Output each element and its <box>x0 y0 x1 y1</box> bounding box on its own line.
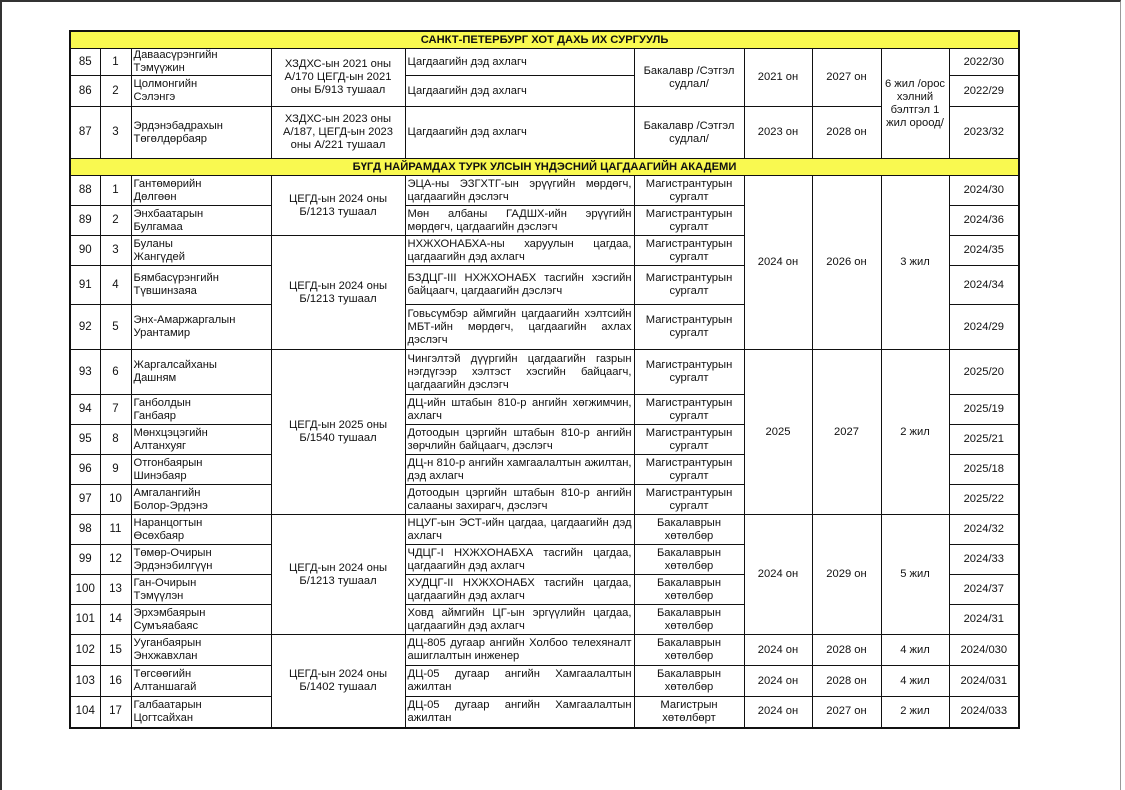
position-cell: Мөн албаны ГАДШХ-ийн эрүүгийн мөрдөгч, цагдаагийн дэслэгч <box>405 206 634 236</box>
order-number: 2024/32 <box>949 515 1019 545</box>
sub-number: 2 <box>100 206 131 236</box>
degree-cell: Бакалаврын хөтөлбөр <box>634 575 744 605</box>
position-cell: Чингэлтэй дүүргийн цагдаагийн газрын нэгдүгээр хэлтэст хэсгийн байцаагч, цагдаагийн дэслэгч <box>405 350 634 395</box>
student-name: Отгонбаярын Шинэбаяр <box>131 455 271 485</box>
sub-number: 2 <box>100 76 131 107</box>
student-name: Ганболдын Ганбаяр <box>131 395 271 425</box>
duration-cell: 3 жил <box>881 176 949 350</box>
row-number: 102 <box>70 635 100 666</box>
sub-number: 1 <box>100 49 131 76</box>
student-name: Бямбасүрэнгийн Түвшинзаяа <box>131 266 271 305</box>
student-name: Энхбаатарын Булгамаа <box>131 206 271 236</box>
section-title: БҮГД НАЙРАМДАХ ТУРК УЛСЫН ҮНДЭСНИЙ ЦАГДААГИЙН АКАДЕМИ <box>70 159 1019 176</box>
table-row <box>70 666 1019 697</box>
start-year: 2021 он <box>744 49 812 107</box>
table-row <box>70 635 1019 666</box>
sub-number: 14 <box>100 605 131 635</box>
order-number: 2022/29 <box>949 76 1019 107</box>
position-cell: ДЦ-05 дугаар ангийн Хамгаалалтын ажилтан <box>405 666 634 697</box>
duration-cell: 2 жил <box>881 350 949 515</box>
row-number: 86 <box>70 76 100 107</box>
row-number: 94 <box>70 395 100 425</box>
decree-cell: ЦЕГД-ын 2024 оны Б/1213 тушаал <box>271 176 405 236</box>
order-number: 2024/30 <box>949 176 1019 206</box>
row-number: 89 <box>70 206 100 236</box>
student-name: Төгсөөгийн Алтаншагай <box>131 666 271 697</box>
table-row <box>70 350 1019 395</box>
order-number: 2024/29 <box>949 305 1019 350</box>
row-number: 87 <box>70 107 100 159</box>
degree-cell: Магистрантурын сургалт <box>634 395 744 425</box>
sub-number: 13 <box>100 575 131 605</box>
sub-number: 11 <box>100 515 131 545</box>
section-header-turkey <box>70 159 1019 176</box>
sub-number: 8 <box>100 425 131 455</box>
degree-cell: Магистрантурын сургалт <box>634 266 744 305</box>
degree-cell: Магистрантурын сургалт <box>634 305 744 350</box>
order-number: 2025/20 <box>949 350 1019 395</box>
position-cell: ДЦ-ийн штабын 810-р ангийн хөгжимчин, ахлагч <box>405 395 634 425</box>
row-number: 101 <box>70 605 100 635</box>
position-cell: НЦУГ-ын ЭСТ-ийн цагдаа, цагдаагийн дэд ахлагч <box>405 515 634 545</box>
degree-cell: Магистрантурын сургалт <box>634 176 744 206</box>
student-name: Наранцогтын Өсөхбаяр <box>131 515 271 545</box>
order-number: 2024/31 <box>949 605 1019 635</box>
order-number: 2022/30 <box>949 49 1019 76</box>
position-cell: ЭЦА-ны ЭЗГХТГ-ын эрүүгийн мөрдөгч, цагдаагийн дэслэгч <box>405 176 634 206</box>
row-number: 92 <box>70 305 100 350</box>
sub-number: 5 <box>100 305 131 350</box>
decree-cell: ЦЕГД-ын 2024 оны Б/1402 тушаал <box>271 635 405 728</box>
degree-cell: Магистрантурын сургалт <box>634 485 744 515</box>
student-name: Цолмонгийн Сэлэнгэ <box>131 76 271 107</box>
position-cell: ХУДЦГ-II НХЖХОНАБХ тасгийн цагдаа, цагдаагийн дэд ахлагч <box>405 575 634 605</box>
degree-cell: Магистрын хөтөлбөрт <box>634 697 744 728</box>
decree-cell: ЦЕГД-ын 2024 оны Б/1213 тушаал <box>271 515 405 635</box>
start-year: 2023 он <box>744 107 812 159</box>
end-year: 2028 он <box>812 666 881 697</box>
end-year: 2028 он <box>812 107 881 159</box>
order-number: 2024/35 <box>949 236 1019 266</box>
row-number: 97 <box>70 485 100 515</box>
decree-cell: ХЗДХС-ын 2023 оны А/187, ЦЕГД-ын 2023 оны А/221 тушаал <box>271 107 405 159</box>
row-number: 96 <box>70 455 100 485</box>
start-year: 2024 он <box>744 176 812 350</box>
student-name: Ган-Очирын Тэмүүлэн <box>131 575 271 605</box>
degree-cell: Бакалаврын хөтөлбөр <box>634 666 744 697</box>
sub-number: 7 <box>100 395 131 425</box>
order-number: 2024/030 <box>949 635 1019 666</box>
sub-number: 9 <box>100 455 131 485</box>
degree-cell: Магистрантурын сургалт <box>634 206 744 236</box>
decree-cell: ХЗДХС-ын 2021 оны А/170 ЦЕГД-ын 2021 оны Б/913 тушаал <box>271 49 405 107</box>
position-cell: Цагдаагийн дэд ахлагч <box>405 107 634 159</box>
start-year: 2024 он <box>744 697 812 728</box>
sub-number: 3 <box>100 107 131 159</box>
order-number: 2025/21 <box>949 425 1019 455</box>
position-cell: БЗДЦГ-III НХЖХОНАБХ тасгийн хэсгийн байцаагч, цагдаагийн дэслэгч <box>405 266 634 305</box>
order-number: 2024/033 <box>949 697 1019 728</box>
position-cell: ДЦ-н 810-р ангийн хамгаалалтын ажилтан, дэд ахлагч <box>405 455 634 485</box>
student-name: Ууганбаярын Энхжавхлан <box>131 635 271 666</box>
position-cell: Дотоодын цэргийн штабын 810-р ангийн салааны захирагч, дэслэгч <box>405 485 634 515</box>
row-number: 93 <box>70 350 100 395</box>
student-name: Галбаатарын Цогтсайхан <box>131 697 271 728</box>
student-name: Эрдэнэбадрахын Төгөлдөрбаяр <box>131 107 271 159</box>
students-table <box>69 30 1020 729</box>
degree-cell: Магистрантурын сургалт <box>634 236 744 266</box>
sub-number: 6 <box>100 350 131 395</box>
row-number: 103 <box>70 666 100 697</box>
order-number: 2025/18 <box>949 455 1019 485</box>
student-name: Жаргалсайханы Дашням <box>131 350 271 395</box>
row-number: 85 <box>70 49 100 76</box>
student-name: Гантөмөрийн Дөлгөөн <box>131 176 271 206</box>
section-header-spb <box>70 31 1019 49</box>
order-number: 2024/37 <box>949 575 1019 605</box>
row-number: 91 <box>70 266 100 305</box>
end-year: 2026 он <box>812 176 881 350</box>
position-cell: НХЖХОНАБХА-ны харуулын цагдаа, цагдаагийн дэд ахлагч <box>405 236 634 266</box>
student-name: Төмөр-Очирын Эрдэнэбилгүүн <box>131 545 271 575</box>
start-year: 2024 он <box>744 635 812 666</box>
degree-cell: Бакалаврын хөтөлбөр <box>634 605 744 635</box>
order-number: 2024/36 <box>949 206 1019 236</box>
degree-cell: Бакалаврын хөтөлбөр <box>634 635 744 666</box>
start-year: 2025 <box>744 350 812 515</box>
end-year: 2027 он <box>812 49 881 107</box>
degree-cell: Бакалаврын хөтөлбөр <box>634 515 744 545</box>
degree-cell: Магистрантурын сургалт <box>634 455 744 485</box>
row-number: 88 <box>70 176 100 206</box>
sub-number: 17 <box>100 697 131 728</box>
position-cell: Говьсүмбэр аймгийн цагдаагийн хэлтсийн МБТ-ийн мөрдөгч, цагдаагийн ахлах дэслэгч <box>405 305 634 350</box>
sub-number: 16 <box>100 666 131 697</box>
position-cell: Ховд аймгийн ЦГ-ын эргүүлийн цагдаа, цагдаагийн дэд ахлагч <box>405 605 634 635</box>
row-number: 95 <box>70 425 100 455</box>
end-year: 2027 <box>812 350 881 515</box>
duration-cell: 6 жил /орос хэлний бэлтгэл 1 жил ороод/ <box>881 49 949 159</box>
student-name: Эрхэмбаярын Сумъяабаяс <box>131 605 271 635</box>
degree-cell: Магистрантурын сургалт <box>634 350 744 395</box>
sub-number: 12 <box>100 545 131 575</box>
row-number: 104 <box>70 697 100 728</box>
student-name: Энх-Амаржаргалын Урантамир <box>131 305 271 350</box>
end-year: 2027 он <box>812 697 881 728</box>
position-cell: Дотоодын цэргийн штабын 810-р ангийн зөрчлийн байцаагч, дэслэгч <box>405 425 634 455</box>
section-title: САНКТ-ПЕТЕРБУРГ ХОТ ДАХЬ ИХ СУРГУУЛЬ <box>70 31 1019 49</box>
order-number: 2025/22 <box>949 485 1019 515</box>
order-number: 2023/32 <box>949 107 1019 159</box>
table-row <box>70 176 1019 206</box>
table-row <box>70 107 1019 159</box>
start-year: 2024 он <box>744 666 812 697</box>
degree-cell: Бакалавр /Сэтгэл судлал/ <box>634 107 744 159</box>
position-cell: Цагдаагийн дэд ахлагч <box>405 49 634 76</box>
end-year: 2028 он <box>812 635 881 666</box>
student-name: Даваасүрэнгийн Тэмүүжин <box>131 49 271 76</box>
start-year: 2024 он <box>744 515 812 635</box>
sub-number: 10 <box>100 485 131 515</box>
position-cell: ЧДЦГ-I НХЖХОНАБХА тасгийн цагдаа, цагдаагийн дэд ахлагч <box>405 545 634 575</box>
decree-cell: ЦЕГД-ын 2025 оны Б/1540 тушаал <box>271 350 405 515</box>
position-cell: ДЦ-805 дугаар ангийн Холбоо телехяналт ашиглалтын инженер <box>405 635 634 666</box>
position-cell: ДЦ-05 дугаар ангийн Хамгаалалтын ажилтан <box>405 697 634 728</box>
sub-number: 1 <box>100 176 131 206</box>
order-number: 2024/34 <box>949 266 1019 305</box>
duration-cell: 5 жил <box>881 515 949 635</box>
table-row <box>70 515 1019 545</box>
student-name: Амгалангийн Болор-Эрдэнэ <box>131 485 271 515</box>
order-number: 2024/33 <box>949 545 1019 575</box>
row-number: 100 <box>70 575 100 605</box>
row-number: 90 <box>70 236 100 266</box>
duration-cell: 2 жил <box>881 697 949 728</box>
degree-cell: Бакалавр /Сэтгэл судлал/ <box>634 49 744 107</box>
position-cell: Цагдаагийн дэд ахлагч <box>405 76 634 107</box>
duration-cell: 4 жил <box>881 666 949 697</box>
order-number: 2025/19 <box>949 395 1019 425</box>
student-name: Буланы Жангүдей <box>131 236 271 266</box>
degree-cell: Бакалаврын хөтөлбөр <box>634 545 744 575</box>
row-number: 99 <box>70 545 100 575</box>
sub-number: 3 <box>100 236 131 266</box>
table-row <box>70 697 1019 728</box>
duration-cell: 4 жил <box>881 635 949 666</box>
decree-cell: ЦЕГД-ын 2024 оны Б/1213 тушаал <box>271 236 405 350</box>
student-name: Мөнхцэцэгийн Алтанхуяг <box>131 425 271 455</box>
row-number: 98 <box>70 515 100 545</box>
table-row <box>70 49 1019 76</box>
degree-cell: Магистрантурын сургалт <box>634 425 744 455</box>
end-year: 2029 он <box>812 515 881 635</box>
order-number: 2024/031 <box>949 666 1019 697</box>
sub-number: 15 <box>100 635 131 666</box>
sub-number: 4 <box>100 266 131 305</box>
